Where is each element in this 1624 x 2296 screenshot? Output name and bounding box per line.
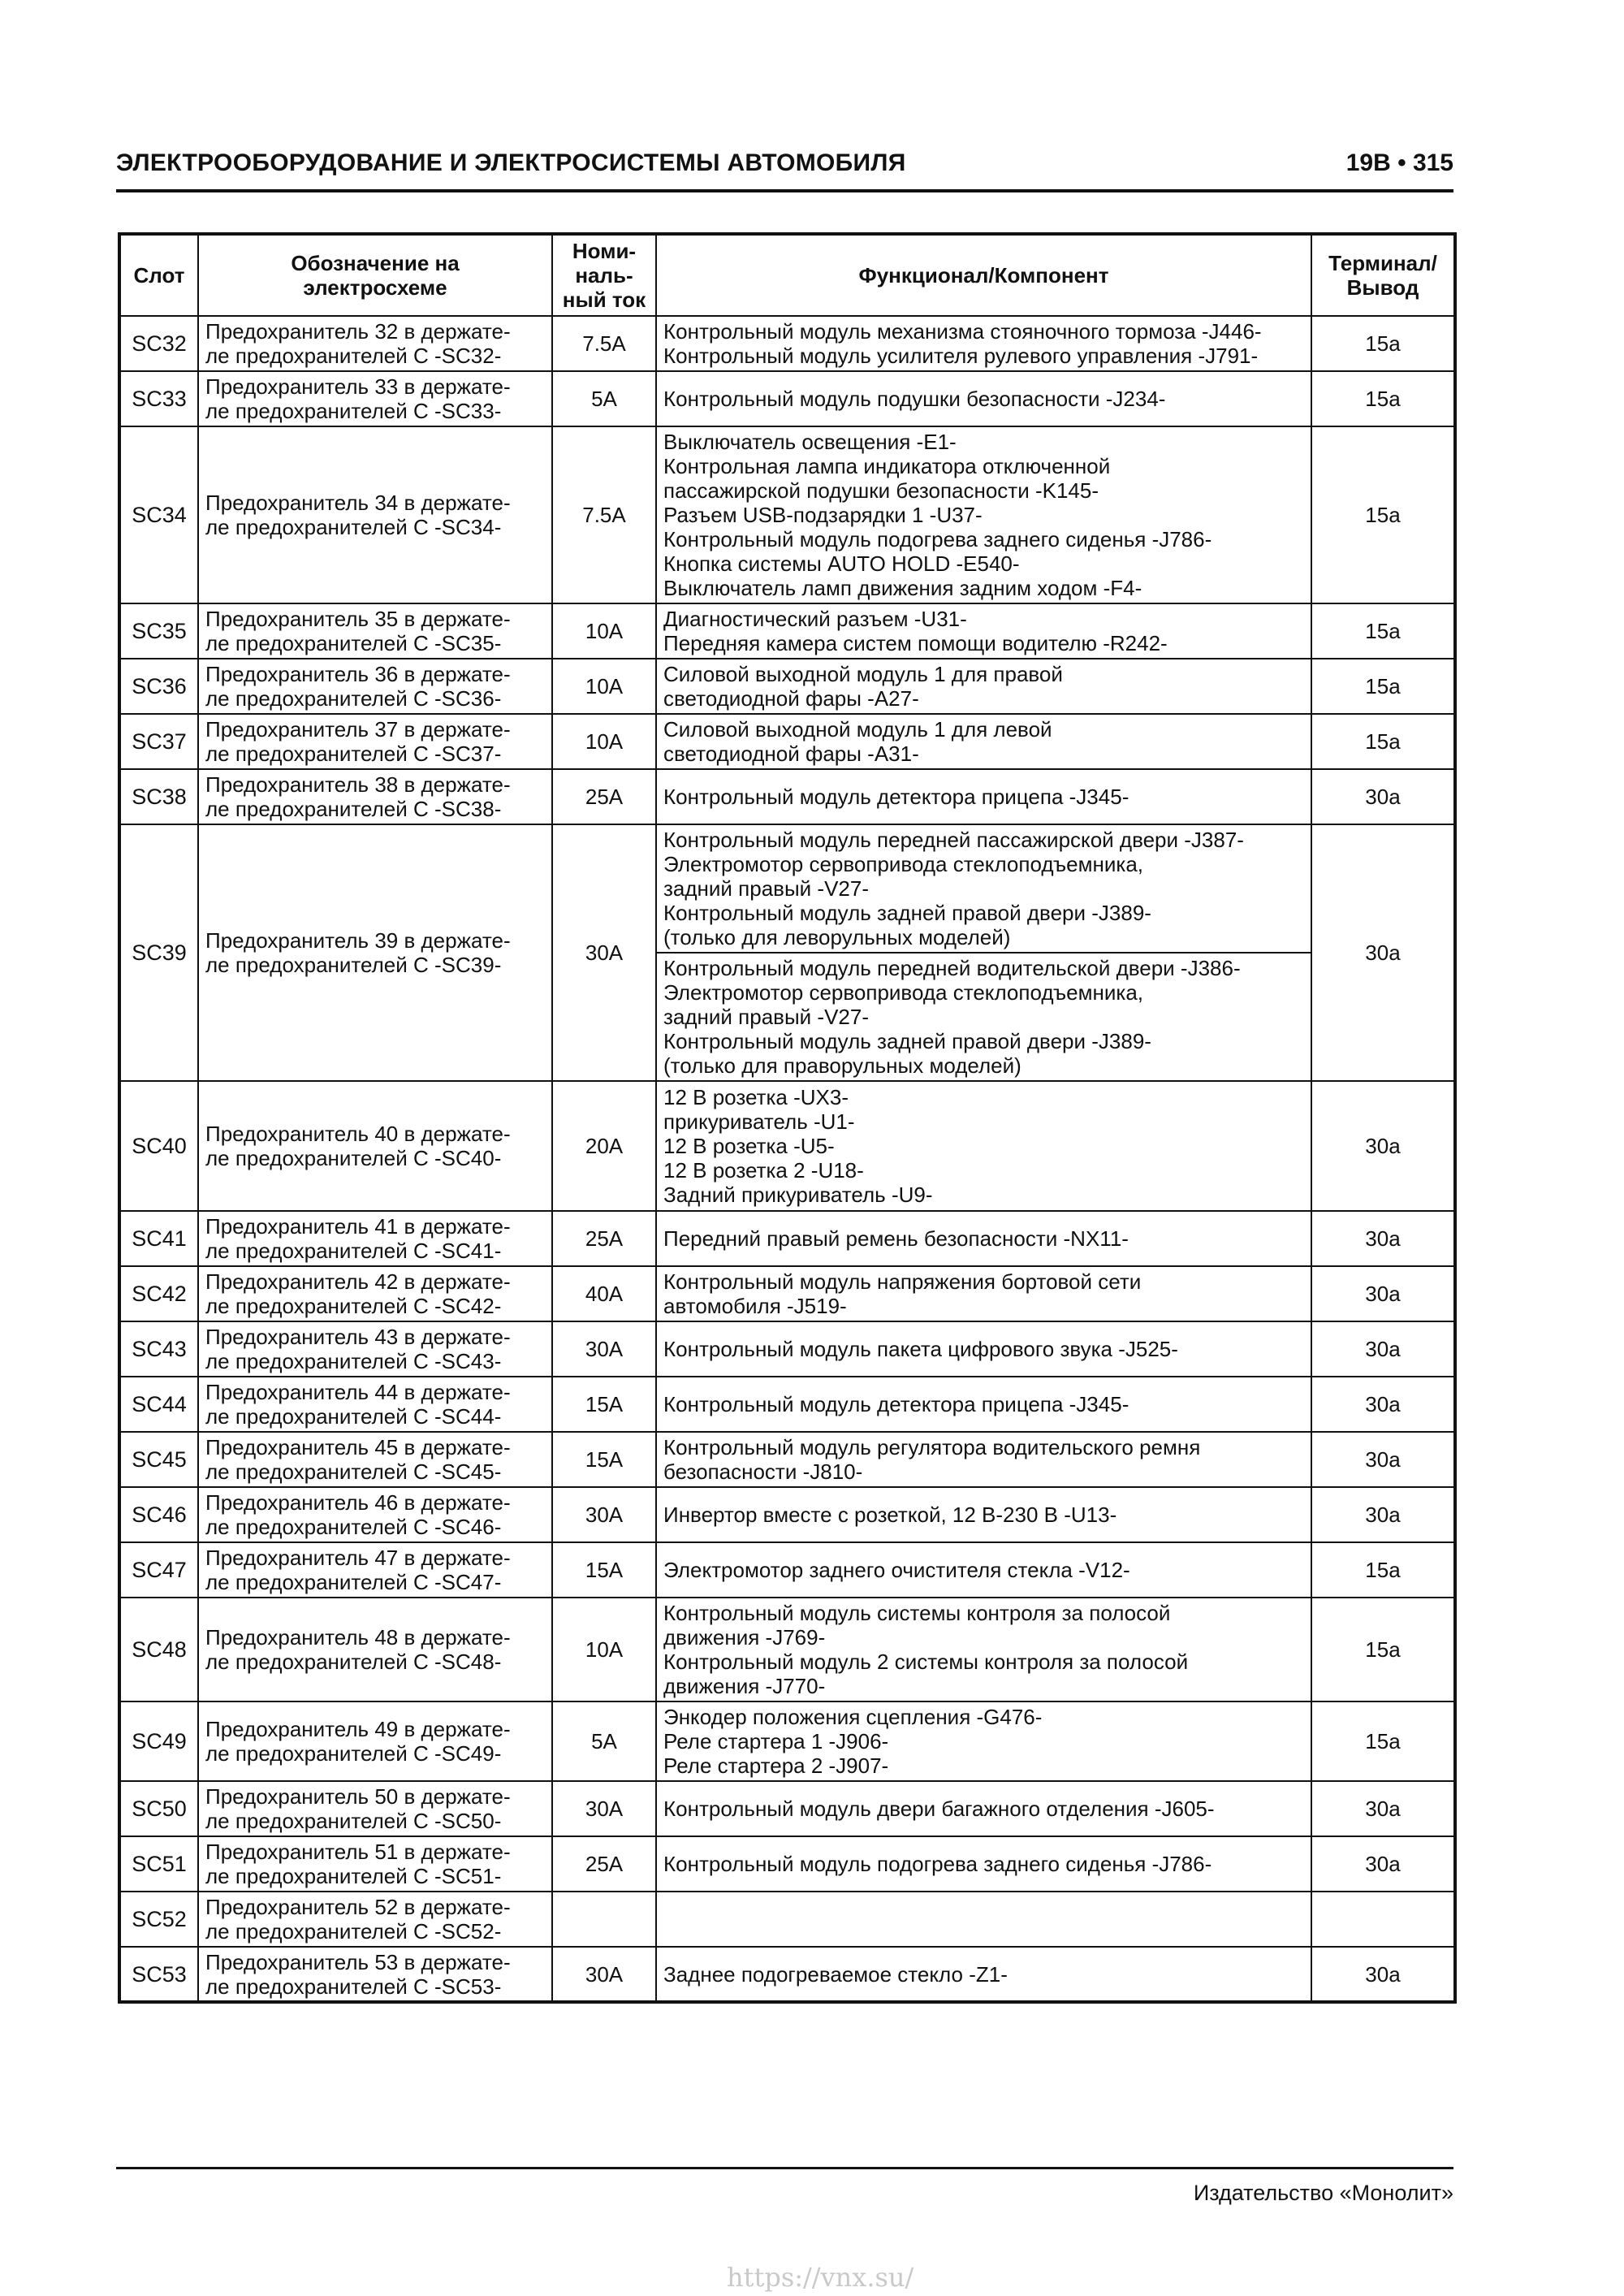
cell-designation: Предохранитель 36 в держате- ле предохранителей С -SC36-	[198, 659, 552, 714]
cell-current: 30A	[552, 1487, 656, 1542]
cell-terminal: 30a	[1311, 824, 1455, 1081]
cell-designation: Предохранитель 46 в держате- ле предохранителей С -SC46-	[198, 1487, 552, 1542]
cell-terminal: 30a	[1311, 1266, 1455, 1321]
table-row	[119, 1266, 1455, 1321]
cell-current: 10A	[552, 1598, 656, 1701]
cell-current: 7.5A	[552, 316, 656, 371]
cell-function	[656, 1892, 1311, 1947]
table-row	[119, 1781, 1455, 1836]
cell-slot: SC50	[119, 1781, 198, 1836]
header-rule	[116, 189, 1453, 192]
cell-current: 5A	[552, 371, 656, 426]
cell-slot: SC32	[119, 316, 198, 371]
cell-slot: SC51	[119, 1836, 198, 1892]
table-body	[119, 316, 1455, 2002]
cell-current: 7.5A	[552, 426, 656, 603]
table-row	[119, 371, 1455, 426]
cell-designation: Предохранитель 41 в держате- ле предохранителей С -SC41-	[198, 1211, 552, 1266]
cell-slot: SC41	[119, 1211, 198, 1266]
cell-designation: Предохранитель 33 в держате- ле предохранителей С -SC33-	[198, 371, 552, 426]
cell-terminal: 15a	[1311, 659, 1455, 714]
cell-slot: SC52	[119, 1892, 198, 1947]
col-header-function: Функционал/Компонент	[656, 234, 1311, 316]
table-row	[119, 1487, 1455, 1542]
cell-designation: Предохранитель 44 в держате- ле предохранителей С -SC44-	[198, 1377, 552, 1432]
cell-slot: SC35	[119, 603, 198, 659]
cell-designation: Предохранитель 39 в держате- ле предохранителей С -SC39-	[198, 824, 552, 1081]
table-row	[119, 316, 1455, 371]
table-row	[119, 824, 1455, 953]
table-row	[119, 1701, 1455, 1781]
cell-slot: SC53	[119, 1947, 198, 2002]
cell-function: Контрольный модуль подушки безопасности -J234-	[656, 371, 1311, 426]
cell-slot: SC34	[119, 426, 198, 603]
cell-function: Инвертор вместе с розеткой, 12 В-230 В -U13-	[656, 1487, 1311, 1542]
cell-terminal: 15a	[1311, 316, 1455, 371]
footer-rule	[116, 2167, 1453, 2169]
table-row	[119, 1892, 1455, 1947]
cell-function: Контрольный модуль системы контроля за полосой движения -J769- Контрольный модуль 2 системы контроля за полосой движения -J770-	[656, 1598, 1311, 1701]
cell-function: Контрольный модуль регулятора водительского ремня безопасности -J810-	[656, 1432, 1311, 1487]
cell-function: Контрольный модуль напряжения бортовой сети автомобиля -J519-	[656, 1266, 1311, 1321]
cell-function: Контрольный модуль детектора прицепа -J345-	[656, 769, 1311, 824]
cell-terminal: 30a	[1311, 1211, 1455, 1266]
cell-current: 10A	[552, 603, 656, 659]
table-row	[119, 769, 1455, 824]
cell-terminal: 15a	[1311, 371, 1455, 426]
cell-terminal: 30a	[1311, 1487, 1455, 1542]
cell-current: 25A	[552, 1836, 656, 1892]
table-row	[119, 1081, 1455, 1211]
cell-current: 30A	[552, 1321, 656, 1377]
cell-designation: Предохранитель 49 в держате- ле предохранителей С -SC49-	[198, 1701, 552, 1781]
table-row	[119, 603, 1455, 659]
cell-designation: Предохранитель 48 в держате- ле предохранителей С -SC48-	[198, 1598, 552, 1701]
cell-terminal: 15a	[1311, 426, 1455, 603]
cell-slot: SC45	[119, 1432, 198, 1487]
cell-slot: SC33	[119, 371, 198, 426]
cell-current: 15A	[552, 1432, 656, 1487]
cell-slot: SC38	[119, 769, 198, 824]
cell-terminal: 15a	[1311, 603, 1455, 659]
watermark-url: https://vnx.su/	[727, 2262, 914, 2293]
cell-current: 30A	[552, 1781, 656, 1836]
cell-slot: SC47	[119, 1542, 198, 1598]
page-header	[116, 143, 1453, 192]
cell-function: Силовой выходной модуль 1 для правой светодиодной фары -A27-	[656, 659, 1311, 714]
cell-terminal: 30a	[1311, 1321, 1455, 1377]
cell-terminal: 30a	[1311, 769, 1455, 824]
cell-slot: SC36	[119, 659, 198, 714]
publisher-name: Издательство «Монолит»	[1193, 2181, 1453, 2205]
cell-current: 40A	[552, 1266, 656, 1321]
cell-function: Контрольный модуль передней водительской двери -J386- Электромотор сервопривода стеклоподъемника, задний правый -V27- Контрольный модуль задней правой двери -J389- (только для праворульных моделей)	[656, 953, 1311, 1081]
cell-designation: Предохранитель 43 в держате- ле предохранителей С -SC43-	[198, 1321, 552, 1377]
cell-terminal: 15a	[1311, 1701, 1455, 1781]
cell-designation: Предохранитель 51 в держате- ле предохранителей С -SC51-	[198, 1836, 552, 1892]
cell-terminal	[1311, 1892, 1455, 1947]
cell-function: Контрольный модуль передней пассажирской двери -J387- Электромотор сервопривода стеклоподъемника, задний правый -V27- Контрольный модуль задней правой двери -J389- (только для леворульных моделей)	[656, 824, 1311, 953]
cell-slot: SC48	[119, 1598, 198, 1701]
table-row	[119, 426, 1455, 603]
cell-current: 20A	[552, 1081, 656, 1211]
table-row	[119, 1542, 1455, 1598]
cell-function: Диагностический разъем -U31- Передняя камера систем помощи водителю -R242-	[656, 603, 1311, 659]
cell-function: Электромотор заднего очистителя стекла -V12-	[656, 1542, 1311, 1598]
table-row	[119, 1598, 1455, 1701]
cell-current: 15A	[552, 1542, 656, 1598]
cell-slot: SC49	[119, 1701, 198, 1781]
cell-function: 12 В розетка -UX3- прикуриватель -U1- 12 В розетка -U5- 12 В розетка 2 -U18- Задний прикуриватель -U9-	[656, 1081, 1311, 1211]
cell-designation: Предохранитель 40 в держате- ле предохранителей С -SC40-	[198, 1081, 552, 1211]
cell-current: 25A	[552, 1211, 656, 1266]
fuse-table	[118, 232, 1457, 2004]
table-row	[119, 1377, 1455, 1432]
cell-function: Контрольный модуль механизма стояночного тормоза -J446- Контрольный модуль усилителя рулевого управления -J791-	[656, 316, 1311, 371]
cell-current: 5A	[552, 1701, 656, 1781]
cell-function: Контрольный модуль детектора прицепа -J345-	[656, 1377, 1311, 1432]
cell-designation: Предохранитель 53 в держате- ле предохранителей С -SC53-	[198, 1947, 552, 2002]
cell-terminal: 15a	[1311, 1598, 1455, 1701]
cell-slot: SC40	[119, 1081, 198, 1211]
cell-designation: Предохранитель 37 в держате- ле предохранителей С -SC37-	[198, 714, 552, 769]
cell-slot: SC39	[119, 824, 198, 1081]
cell-slot: SC44	[119, 1377, 198, 1432]
col-header-slot: Слот	[119, 234, 198, 316]
cell-designation: Предохранитель 35 в держате- ле предохранителей С -SC35-	[198, 603, 552, 659]
page-number: 19В • 315	[1345, 149, 1453, 176]
cell-function: Контрольный модуль пакета цифрового звука -J525-	[656, 1321, 1311, 1377]
cell-terminal: 30a	[1311, 1781, 1455, 1836]
cell-terminal: 30a	[1311, 1377, 1455, 1432]
section-title: ЭЛЕКТРООБОРУДОВАНИЕ И ЭЛЕКТРОСИСТЕМЫ АВТОМОБИЛЯ	[116, 149, 906, 176]
cell-slot: SC42	[119, 1266, 198, 1321]
cell-terminal: 30a	[1311, 1081, 1455, 1211]
cell-designation: Предохранитель 52 в держате- ле предохранителей С -SC52-	[198, 1892, 552, 1947]
cell-designation: Предохранитель 50 в держате- ле предохранителей С -SC50-	[198, 1781, 552, 1836]
col-header-current: Номи- наль- ный ток	[552, 234, 656, 316]
cell-function: Заднее подогреваемое стекло -Z1-	[656, 1947, 1311, 2002]
cell-function: Контрольный модуль подогрева заднего сиденья -J786-	[656, 1836, 1311, 1892]
table-header-row	[119, 234, 1455, 316]
cell-function: Передний правый ремень безопасности -NX11-	[656, 1211, 1311, 1266]
cell-function: Выключатель освещения -E1- Контрольная лампа индикатора отключенной пассажирской подушки безопасности -K145- Разъем USB-подзарядки 1 -U37- Контрольный модуль подогрева заднего сиденья -J786- Кнопка системы AUTO HOLD -E540- Выключатель ламп движения задним ходом -F4-	[656, 426, 1311, 603]
table-row	[119, 1211, 1455, 1266]
cell-terminal: 30a	[1311, 1432, 1455, 1487]
cell-current: 30A	[552, 824, 656, 1081]
cell-current: 30A	[552, 1947, 656, 2002]
cell-function: Силовой выходной модуль 1 для левой светодиодной фары -A31-	[656, 714, 1311, 769]
cell-terminal: 15a	[1311, 1542, 1455, 1598]
cell-function: Контрольный модуль двери багажного отделения -J605-	[656, 1781, 1311, 1836]
col-header-designation: Обозначение на электросхеме	[198, 234, 552, 316]
cell-current: 25A	[552, 769, 656, 824]
cell-slot: SC43	[119, 1321, 198, 1377]
cell-designation: Предохранитель 32 в держате- ле предохранителей С -SC32-	[198, 316, 552, 371]
cell-designation: Предохранитель 45 в держате- ле предохранителей С -SC45-	[198, 1432, 552, 1487]
cell-terminal: 15a	[1311, 714, 1455, 769]
cell-function: Энкодер положения сцепления -G476- Реле стартера 1 -J906- Реле стартера 2 -J907-	[656, 1701, 1311, 1781]
cell-current	[552, 1892, 656, 1947]
cell-current: 10A	[552, 714, 656, 769]
cell-current: 15A	[552, 1377, 656, 1432]
cell-designation: Предохранитель 38 в держате- ле предохранителей С -SC38-	[198, 769, 552, 824]
table-row	[119, 714, 1455, 769]
cell-slot: SC37	[119, 714, 198, 769]
table-row	[119, 1947, 1455, 2002]
table-row	[119, 659, 1455, 714]
cell-designation: Предохранитель 47 в держате- ле предохранителей С -SC47-	[198, 1542, 552, 1598]
col-header-terminal: Терминал/ Вывод	[1311, 234, 1455, 316]
cell-designation: Предохранитель 42 в держате- ле предохранителей С -SC42-	[198, 1266, 552, 1321]
table-row	[119, 1432, 1455, 1487]
cell-designation: Предохранитель 34 в держате- ле предохранителей С -SC34-	[198, 426, 552, 603]
cell-slot: SC46	[119, 1487, 198, 1542]
table-row	[119, 1836, 1455, 1892]
cell-current: 10A	[552, 659, 656, 714]
cell-terminal: 30a	[1311, 1947, 1455, 2002]
cell-terminal: 30a	[1311, 1836, 1455, 1892]
table-row	[119, 1321, 1455, 1377]
